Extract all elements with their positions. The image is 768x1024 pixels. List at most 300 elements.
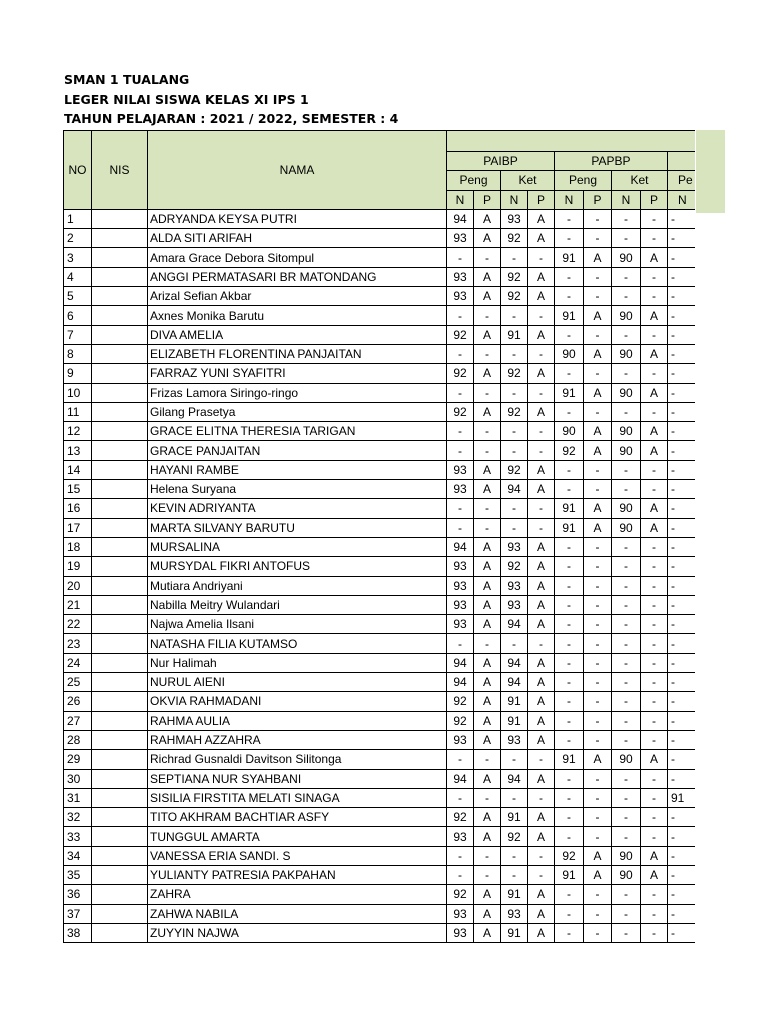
grade-cell: - bbox=[668, 846, 695, 865]
grade-cell: - bbox=[612, 904, 641, 923]
row-number: 14 bbox=[64, 460, 92, 479]
grade-cell: - bbox=[447, 518, 474, 537]
grade-cell: - bbox=[668, 595, 695, 614]
grade-cell: - bbox=[584, 364, 612, 383]
grade-cell: - bbox=[447, 441, 474, 460]
student-name: SISILIA FIRSTITA MELATI SINAGA bbox=[148, 788, 447, 807]
nis-cell bbox=[92, 923, 148, 942]
grade-cell: - bbox=[612, 364, 641, 383]
grade-cell: - bbox=[528, 344, 555, 363]
grade-cell: - bbox=[501, 865, 528, 884]
group-header-peng: Peng bbox=[555, 171, 612, 190]
nis-cell bbox=[92, 383, 148, 402]
col-header-no: NO bbox=[64, 131, 92, 210]
grade-cell: - bbox=[641, 287, 668, 306]
grade-cell: 94 bbox=[447, 653, 474, 672]
grade-cell: - bbox=[668, 653, 695, 672]
grade-cell: - bbox=[612, 402, 641, 421]
grade-cell: - bbox=[447, 383, 474, 402]
sub-header: N bbox=[555, 190, 584, 209]
subject-header-paibp: PAIBP bbox=[447, 152, 555, 171]
student-name: ZAHWA NABILA bbox=[148, 904, 447, 923]
grade-cell: - bbox=[555, 576, 584, 595]
grade-cell: 93 bbox=[447, 827, 474, 846]
grade-cell: - bbox=[641, 576, 668, 595]
grade-cell: A bbox=[584, 306, 612, 325]
grade-cell: - bbox=[668, 209, 695, 228]
grade-cell: A bbox=[528, 576, 555, 595]
grade-cell: A bbox=[584, 865, 612, 884]
table-row bbox=[64, 209, 695, 228]
grade-cell: - bbox=[501, 634, 528, 653]
grade-cell: A bbox=[528, 460, 555, 479]
student-name: TITO AKHRAM BACHTIAR ASFY bbox=[148, 808, 447, 827]
nis-cell bbox=[92, 865, 148, 884]
grade-cell: 92 bbox=[501, 229, 528, 248]
grade-cell: 94 bbox=[447, 673, 474, 692]
grade-cell: - bbox=[668, 711, 695, 730]
grade-cell: - bbox=[612, 808, 641, 827]
nis-cell bbox=[92, 306, 148, 325]
grade-cell: 92 bbox=[447, 711, 474, 730]
grade-cell: 92 bbox=[501, 460, 528, 479]
grade-cell: - bbox=[668, 692, 695, 711]
grade-cell: 93 bbox=[447, 557, 474, 576]
nis-cell bbox=[92, 518, 148, 537]
student-name: MURSYDAL FIKRI ANTOFUS bbox=[148, 557, 447, 576]
grade-cell: - bbox=[584, 769, 612, 788]
grade-cell: - bbox=[555, 325, 584, 344]
grade-cell: - bbox=[528, 865, 555, 884]
grade-cell: 91 bbox=[501, 711, 528, 730]
grade-cell: - bbox=[612, 537, 641, 556]
student-name: NURUL AIENI bbox=[148, 673, 447, 692]
grade-cell: 94 bbox=[501, 769, 528, 788]
nis-cell bbox=[92, 788, 148, 807]
row-number: 28 bbox=[64, 730, 92, 749]
grade-cell: - bbox=[668, 673, 695, 692]
grade-cell: - bbox=[641, 595, 668, 614]
grade-cell: - bbox=[641, 904, 668, 923]
grade-cell: 91 bbox=[555, 499, 584, 518]
grade-cell: A bbox=[528, 267, 555, 286]
grade-cell: - bbox=[447, 306, 474, 325]
sub-header: N bbox=[501, 190, 528, 209]
grade-cell: A bbox=[641, 499, 668, 518]
grade-cell: - bbox=[501, 344, 528, 363]
grade-cell: A bbox=[474, 615, 501, 634]
grade-cell: A bbox=[641, 306, 668, 325]
grade-cell: - bbox=[474, 846, 501, 865]
table-row bbox=[64, 808, 695, 827]
grade-cell: 90 bbox=[612, 344, 641, 363]
grade-cell: - bbox=[641, 537, 668, 556]
grade-cell: - bbox=[668, 615, 695, 634]
grade-cell: - bbox=[447, 846, 474, 865]
grade-cell: A bbox=[641, 518, 668, 537]
grade-cell: 91 bbox=[555, 383, 584, 402]
grade-cell: A bbox=[528, 711, 555, 730]
row-number: 19 bbox=[64, 557, 92, 576]
grade-cell: - bbox=[612, 267, 641, 286]
nis-cell bbox=[92, 769, 148, 788]
table-row bbox=[64, 865, 695, 884]
grade-cell: - bbox=[555, 480, 584, 499]
grade-cell: - bbox=[501, 750, 528, 769]
grade-cell: - bbox=[668, 325, 695, 344]
grade-cell: - bbox=[668, 441, 695, 460]
grade-cell: - bbox=[528, 634, 555, 653]
grade-cell: - bbox=[474, 422, 501, 441]
table-row bbox=[64, 595, 695, 614]
row-number: 8 bbox=[64, 344, 92, 363]
grade-cell: 90 bbox=[612, 422, 641, 441]
nis-cell bbox=[92, 422, 148, 441]
grade-cell: - bbox=[555, 923, 584, 942]
grade-cell: - bbox=[584, 576, 612, 595]
grade-cell: - bbox=[584, 229, 612, 248]
grade-cell: A bbox=[474, 653, 501, 672]
student-name: ALDA SITI ARIFAH bbox=[148, 229, 447, 248]
row-number: 25 bbox=[64, 673, 92, 692]
grade-cell: - bbox=[555, 885, 584, 904]
grade-cell: 93 bbox=[501, 576, 528, 595]
student-name: Richrad Gusnaldi Davitson Silitonga bbox=[148, 750, 447, 769]
nis-cell bbox=[92, 653, 148, 672]
grade-cell: - bbox=[474, 788, 501, 807]
student-name: VANESSA ERIA SANDI. S bbox=[148, 846, 447, 865]
grade-cell: 90 bbox=[612, 518, 641, 537]
grade-cell: 93 bbox=[447, 576, 474, 595]
nis-cell bbox=[92, 480, 148, 499]
grade-cell: 91 bbox=[501, 325, 528, 344]
grade-cell: - bbox=[555, 808, 584, 827]
sub-header: N bbox=[447, 190, 474, 209]
grade-cell: - bbox=[447, 248, 474, 267]
grade-cell: - bbox=[668, 576, 695, 595]
grade-cell: - bbox=[528, 383, 555, 402]
grade-cell: 90 bbox=[555, 422, 584, 441]
grade-cell: - bbox=[668, 267, 695, 286]
grade-cell: - bbox=[501, 248, 528, 267]
table-row bbox=[64, 499, 695, 518]
grade-cell: 91 bbox=[555, 750, 584, 769]
nis-cell bbox=[92, 499, 148, 518]
grade-cell: 93 bbox=[501, 537, 528, 556]
grade-cell: - bbox=[555, 460, 584, 479]
grade-cell: - bbox=[555, 287, 584, 306]
group-header-peng: Peng bbox=[447, 171, 501, 190]
grade-cell: 93 bbox=[447, 460, 474, 479]
grade-cell: - bbox=[641, 692, 668, 711]
grade-cell: - bbox=[612, 229, 641, 248]
report-title: LEGER NILAI SISWA KELAS XI IPS 1 bbox=[64, 91, 309, 107]
grade-cell: 92 bbox=[447, 808, 474, 827]
nis-cell bbox=[92, 325, 148, 344]
grade-cell: - bbox=[555, 402, 584, 421]
grade-cell: - bbox=[447, 788, 474, 807]
row-number: 36 bbox=[64, 885, 92, 904]
grade-cell: - bbox=[555, 653, 584, 672]
grade-cell: - bbox=[501, 306, 528, 325]
grade-cell: - bbox=[447, 344, 474, 363]
table-row bbox=[64, 344, 695, 363]
table-row bbox=[64, 557, 695, 576]
grade-cell: A bbox=[528, 287, 555, 306]
grade-cell: 93 bbox=[447, 730, 474, 749]
grade-cell: - bbox=[668, 865, 695, 884]
grade-cell: 90 bbox=[555, 344, 584, 363]
grade-cell: A bbox=[528, 209, 555, 228]
grade-cell: - bbox=[668, 480, 695, 499]
grade-cell: - bbox=[641, 402, 668, 421]
sub-header: N bbox=[612, 190, 641, 209]
table-row bbox=[64, 615, 695, 634]
table-row bbox=[64, 885, 695, 904]
grade-cell: - bbox=[474, 344, 501, 363]
grade-cell: - bbox=[474, 441, 501, 460]
grade-cell: A bbox=[474, 595, 501, 614]
grade-cell: - bbox=[447, 750, 474, 769]
grade-cell: - bbox=[612, 287, 641, 306]
grade-cell: 90 bbox=[612, 248, 641, 267]
grade-cell: - bbox=[584, 557, 612, 576]
grade-cell: A bbox=[528, 673, 555, 692]
grade-cell: - bbox=[641, 460, 668, 479]
grade-cell: 90 bbox=[612, 750, 641, 769]
grade-cell: 91 bbox=[555, 248, 584, 267]
grade-cell: - bbox=[555, 692, 584, 711]
table-row bbox=[64, 904, 695, 923]
grade-cell: - bbox=[555, 827, 584, 846]
student-name: Arizal Sefian Akbar bbox=[148, 287, 447, 306]
grade-cell: - bbox=[612, 885, 641, 904]
grade-cell: - bbox=[668, 306, 695, 325]
grade-cell: A bbox=[528, 615, 555, 634]
grade-cell: - bbox=[447, 499, 474, 518]
grade-cell: 93 bbox=[447, 287, 474, 306]
grade-cell: A bbox=[528, 364, 555, 383]
grade-cell: A bbox=[528, 904, 555, 923]
grade-cell: - bbox=[641, 615, 668, 634]
row-number: 21 bbox=[64, 595, 92, 614]
grade-cell: 90 bbox=[612, 441, 641, 460]
row-number: 31 bbox=[64, 788, 92, 807]
grade-cell: - bbox=[668, 769, 695, 788]
grade-cell: 90 bbox=[612, 499, 641, 518]
grade-cell: - bbox=[668, 460, 695, 479]
sub-header: P bbox=[584, 190, 612, 209]
row-number: 10 bbox=[64, 383, 92, 402]
grade-cell: A bbox=[474, 576, 501, 595]
nis-cell bbox=[92, 673, 148, 692]
grade-cell: - bbox=[668, 904, 695, 923]
grade-cell: - bbox=[668, 537, 695, 556]
nis-cell bbox=[92, 441, 148, 460]
grade-cell: - bbox=[668, 634, 695, 653]
grade-cell: - bbox=[668, 730, 695, 749]
row-number: 15 bbox=[64, 480, 92, 499]
grade-cell: - bbox=[555, 711, 584, 730]
table-row bbox=[64, 422, 695, 441]
grade-cell: - bbox=[641, 923, 668, 942]
header-fill-overflow bbox=[696, 130, 725, 213]
row-number: 26 bbox=[64, 692, 92, 711]
grade-cell: - bbox=[668, 229, 695, 248]
grade-cell: - bbox=[612, 692, 641, 711]
grade-cell: - bbox=[584, 287, 612, 306]
grade-cell: A bbox=[474, 673, 501, 692]
grade-cell: - bbox=[584, 615, 612, 634]
row-number: 17 bbox=[64, 518, 92, 537]
grade-cell: 91 bbox=[555, 518, 584, 537]
row-number: 30 bbox=[64, 769, 92, 788]
grade-cell: - bbox=[668, 248, 695, 267]
grade-cell: - bbox=[641, 364, 668, 383]
grade-cell: - bbox=[641, 325, 668, 344]
grade-cell: 91 bbox=[555, 306, 584, 325]
nis-cell bbox=[92, 209, 148, 228]
grade-cell: 92 bbox=[555, 441, 584, 460]
grade-cell: - bbox=[641, 634, 668, 653]
table-row bbox=[64, 673, 695, 692]
student-name: YULIANTY PATRESIA PAKPAHAN bbox=[148, 865, 447, 884]
student-name: ADRYANDA KEYSA PUTRI bbox=[148, 209, 447, 228]
grade-cell: - bbox=[612, 769, 641, 788]
nis-cell bbox=[92, 287, 148, 306]
grade-cell: - bbox=[501, 499, 528, 518]
table-row bbox=[64, 325, 695, 344]
table-row bbox=[64, 248, 695, 267]
table-row bbox=[64, 287, 695, 306]
grade-cell: - bbox=[641, 480, 668, 499]
grade-cell: - bbox=[528, 846, 555, 865]
grade-cell: - bbox=[584, 711, 612, 730]
table-row bbox=[64, 441, 695, 460]
grade-cell: - bbox=[584, 885, 612, 904]
grade-cell: 90 bbox=[612, 846, 641, 865]
group-header-ket: Ket bbox=[612, 171, 668, 190]
grade-cell: - bbox=[668, 923, 695, 942]
grade-cell: - bbox=[641, 808, 668, 827]
grade-cell: 92 bbox=[501, 287, 528, 306]
row-number: 34 bbox=[64, 846, 92, 865]
row-number: 37 bbox=[64, 904, 92, 923]
grade-cell: - bbox=[584, 209, 612, 228]
grade-cell: - bbox=[584, 730, 612, 749]
grade-cell: 93 bbox=[447, 480, 474, 499]
grade-cell: - bbox=[501, 441, 528, 460]
student-name: RAHMA AULIA bbox=[148, 711, 447, 730]
grade-cell: A bbox=[528, 885, 555, 904]
student-name: ELIZABETH FLORENTINA PANJAITAN bbox=[148, 344, 447, 363]
grade-cell: - bbox=[641, 769, 668, 788]
grade-cell: A bbox=[474, 287, 501, 306]
grade-cell: A bbox=[641, 441, 668, 460]
grade-cell: - bbox=[555, 904, 584, 923]
table-row bbox=[64, 402, 695, 421]
group-header-pe: Pe bbox=[668, 171, 695, 190]
grade-cell: - bbox=[612, 576, 641, 595]
nis-cell bbox=[92, 692, 148, 711]
student-name: Helena Suryana bbox=[148, 480, 447, 499]
row-number: 1 bbox=[64, 209, 92, 228]
nis-cell bbox=[92, 267, 148, 286]
grade-cell: - bbox=[612, 653, 641, 672]
grade-cell: A bbox=[474, 460, 501, 479]
row-number: 4 bbox=[64, 267, 92, 286]
grade-cell: 94 bbox=[501, 615, 528, 634]
sub-header: P bbox=[528, 190, 555, 209]
grade-cell: A bbox=[584, 518, 612, 537]
table-row bbox=[64, 306, 695, 325]
table-row bbox=[64, 730, 695, 749]
student-name: Frizas Lamora Siringo-ringo bbox=[148, 383, 447, 402]
grade-cell: - bbox=[668, 750, 695, 769]
grade-cell: - bbox=[668, 518, 695, 537]
grade-cell: - bbox=[555, 634, 584, 653]
grade-cell: - bbox=[528, 788, 555, 807]
nis-cell bbox=[92, 750, 148, 769]
grade-cell: - bbox=[668, 808, 695, 827]
grade-cell: A bbox=[474, 827, 501, 846]
student-name: SEPTIANA NUR SYAHBANI bbox=[148, 769, 447, 788]
table-row bbox=[64, 364, 695, 383]
grade-cell: - bbox=[641, 653, 668, 672]
grade-cell: - bbox=[668, 344, 695, 363]
grade-cell: A bbox=[528, 402, 555, 421]
grade-cell: 90 bbox=[612, 865, 641, 884]
grade-cell: 92 bbox=[501, 827, 528, 846]
grade-cell: A bbox=[528, 229, 555, 248]
grade-cell: A bbox=[641, 750, 668, 769]
grade-cell: - bbox=[584, 788, 612, 807]
nis-cell bbox=[92, 344, 148, 363]
row-number: 32 bbox=[64, 808, 92, 827]
group-header-ket: Ket bbox=[501, 171, 555, 190]
grade-cell: A bbox=[528, 827, 555, 846]
nis-cell bbox=[92, 576, 148, 595]
grade-cell: - bbox=[612, 827, 641, 846]
grade-cell: - bbox=[584, 673, 612, 692]
nis-cell bbox=[92, 634, 148, 653]
grade-cell: - bbox=[668, 827, 695, 846]
nis-cell bbox=[92, 248, 148, 267]
row-number: 24 bbox=[64, 653, 92, 672]
nis-cell bbox=[92, 904, 148, 923]
grade-cell: A bbox=[528, 923, 555, 942]
table-row bbox=[64, 653, 695, 672]
grade-cell: 93 bbox=[447, 229, 474, 248]
col-header-nama: NAMA bbox=[148, 131, 447, 210]
grade-cell: A bbox=[474, 364, 501, 383]
student-name: FARRAZ YUNI SYAFITRI bbox=[148, 364, 447, 383]
student-name: Mutiara Andriyani bbox=[148, 576, 447, 595]
grade-cell: - bbox=[668, 557, 695, 576]
grade-cell: - bbox=[555, 537, 584, 556]
table-row bbox=[64, 634, 695, 653]
grade-cell: - bbox=[555, 557, 584, 576]
grade-cell: 92 bbox=[447, 402, 474, 421]
grade-cell: A bbox=[474, 885, 501, 904]
grade-cell: A bbox=[474, 267, 501, 286]
grade-cell: 92 bbox=[447, 885, 474, 904]
grade-table-body bbox=[64, 209, 695, 942]
row-number: 29 bbox=[64, 750, 92, 769]
nis-cell bbox=[92, 402, 148, 421]
col-header-nis: NIS bbox=[92, 131, 148, 210]
table-row bbox=[64, 383, 695, 402]
